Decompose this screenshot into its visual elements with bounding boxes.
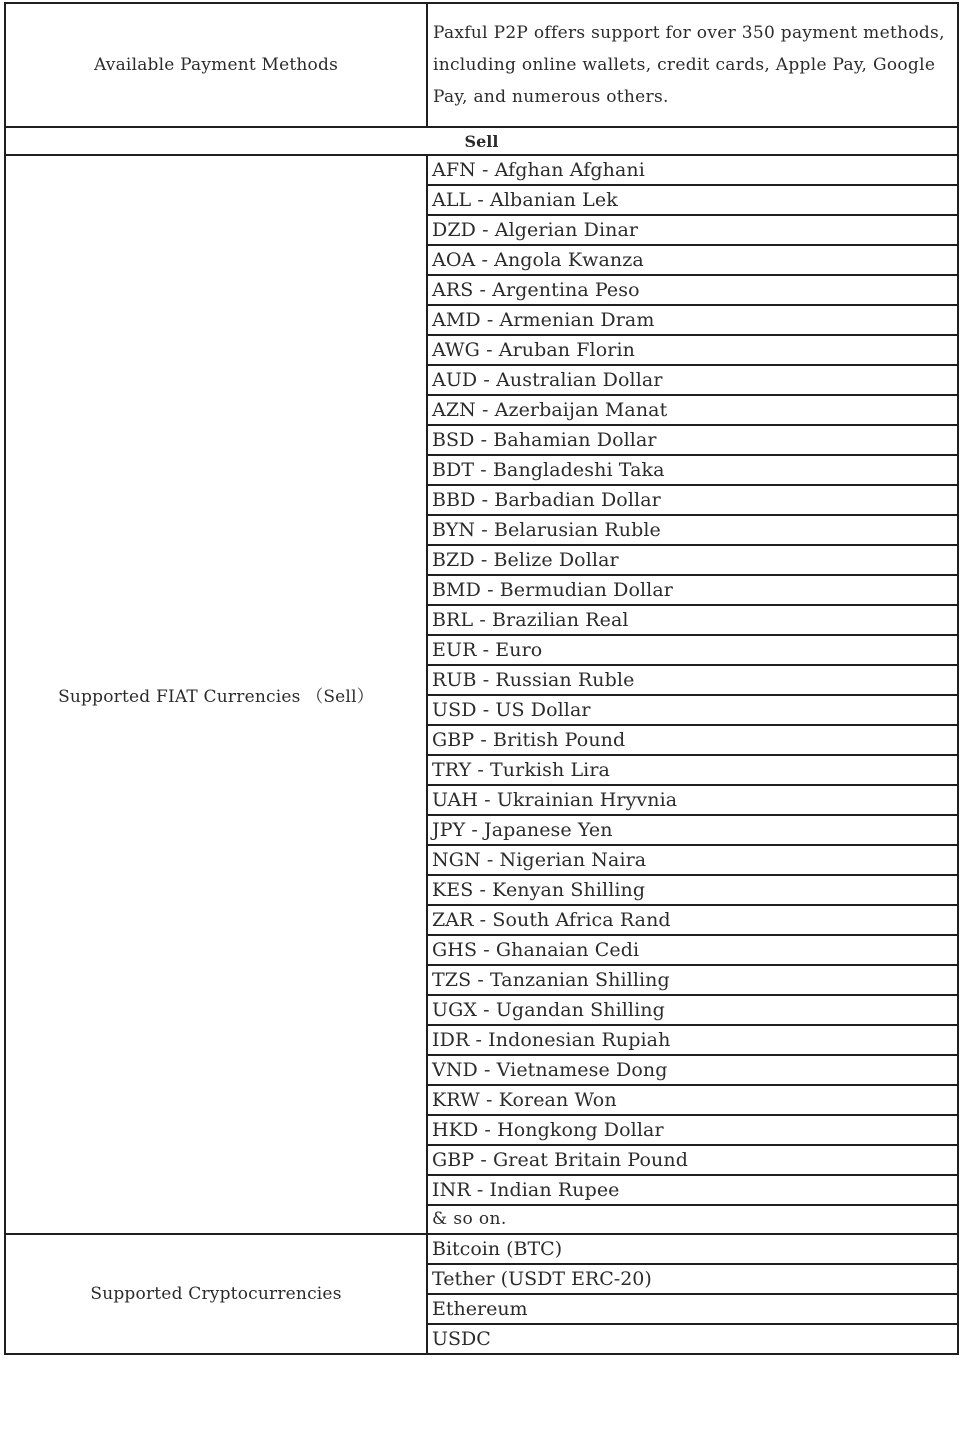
fiat-currency-item: KRW - Korean Won bbox=[427, 1085, 958, 1115]
cryptocurrencies-label: Supported Cryptocurrencies bbox=[5, 1234, 427, 1354]
fiat-currency-item: ALL - Albanian Lek bbox=[427, 185, 958, 215]
fiat-currency-item: BRL - Brazilian Real bbox=[427, 605, 958, 635]
fiat-currencies-label: Supported FIAT Currencies （Sell） bbox=[5, 155, 427, 1234]
fiat-currency-item: JPY - Japanese Yen bbox=[427, 815, 958, 845]
fiat-currency-item: BMD - Bermudian Dollar bbox=[427, 575, 958, 605]
crypto-currency-item: USDC bbox=[427, 1324, 958, 1354]
fiat-currency-item: IDR - Indonesian Rupiah bbox=[427, 1025, 958, 1055]
fiat-currency-item: DZD - Algerian Dinar bbox=[427, 215, 958, 245]
fiat-currency-item: ARS - Argentina Peso bbox=[427, 275, 958, 305]
payment-methods-label: Available Payment Methods bbox=[5, 3, 427, 127]
fiat-currency-item: GBP - Great Britain Pound bbox=[427, 1145, 958, 1175]
fiat-currency-item: VND - Vietnamese Dong bbox=[427, 1055, 958, 1085]
fiat-currency-item: ZAR - South Africa Rand bbox=[427, 905, 958, 935]
table-body bbox=[5, 3, 958, 1354]
fiat-currency-item: AZN - Azerbaijan Manat bbox=[427, 395, 958, 425]
fiat-currency-item: AFN - Afghan Afghani bbox=[427, 155, 958, 185]
fiat-currency-item: BDT - Bangladeshi Taka bbox=[427, 455, 958, 485]
crypto-currency-item: Tether (USDT ERC-20) bbox=[427, 1264, 958, 1294]
fiat-currency-item: BYN - Belarusian Ruble bbox=[427, 515, 958, 545]
sell-section-header: Sell bbox=[5, 127, 958, 155]
fiat-currency-item: INR - Indian Rupee bbox=[427, 1175, 958, 1205]
fiat-currency-item: TZS - Tanzanian Shilling bbox=[427, 965, 958, 995]
fiat-currency-item: AWG - Aruban Florin bbox=[427, 335, 958, 365]
crypto-currency-row bbox=[5, 1234, 958, 1264]
crypto-currency-item: Ethereum bbox=[427, 1294, 958, 1324]
fiat-currency-item: BZD - Belize Dollar bbox=[427, 545, 958, 575]
fiat-currency-item: AUD - Australian Dollar bbox=[427, 365, 958, 395]
fiat-currency-item: RUB - Russian Ruble bbox=[427, 665, 958, 695]
fiat-currency-item: KES - Kenyan Shilling bbox=[427, 875, 958, 905]
payment-methods-description: Paxful P2P offers support for over 350 payment methods, including online wallets, credit cards, Apple Pay, Google Pay, and numerous others. bbox=[427, 3, 958, 127]
fiat-currency-item: UAH - Ukrainian Hryvnia bbox=[427, 785, 958, 815]
crypto-currency-item: Bitcoin (BTC) bbox=[427, 1234, 958, 1264]
fiat-currency-item: BSD - Bahamian Dollar bbox=[427, 425, 958, 455]
fiat-currency-item: BBD - Barbadian Dollar bbox=[427, 485, 958, 515]
currency-support-table bbox=[4, 2, 959, 1355]
fiat-currency-item: EUR - Euro bbox=[427, 635, 958, 665]
fiat-currency-item: GHS - Ghanaian Cedi bbox=[427, 935, 958, 965]
fiat-currency-item: TRY - Turkish Lira bbox=[427, 755, 958, 785]
fiat-currency-row bbox=[5, 155, 958, 185]
fiat-currency-item: GBP - British Pound bbox=[427, 725, 958, 755]
sell-section-row bbox=[5, 127, 958, 155]
fiat-more-note: & so on. bbox=[427, 1205, 958, 1234]
fiat-currency-item: UGX - Ugandan Shilling bbox=[427, 995, 958, 1025]
payment-methods-row bbox=[5, 3, 958, 127]
fiat-currency-item: AOA - Angola Kwanza bbox=[427, 245, 958, 275]
fiat-currency-item: USD - US Dollar bbox=[427, 695, 958, 725]
fiat-currency-item: AMD - Armenian Dram bbox=[427, 305, 958, 335]
fiat-currency-item: NGN - Nigerian Naira bbox=[427, 845, 958, 875]
fiat-currency-item: HKD - Hongkong Dollar bbox=[427, 1115, 958, 1145]
